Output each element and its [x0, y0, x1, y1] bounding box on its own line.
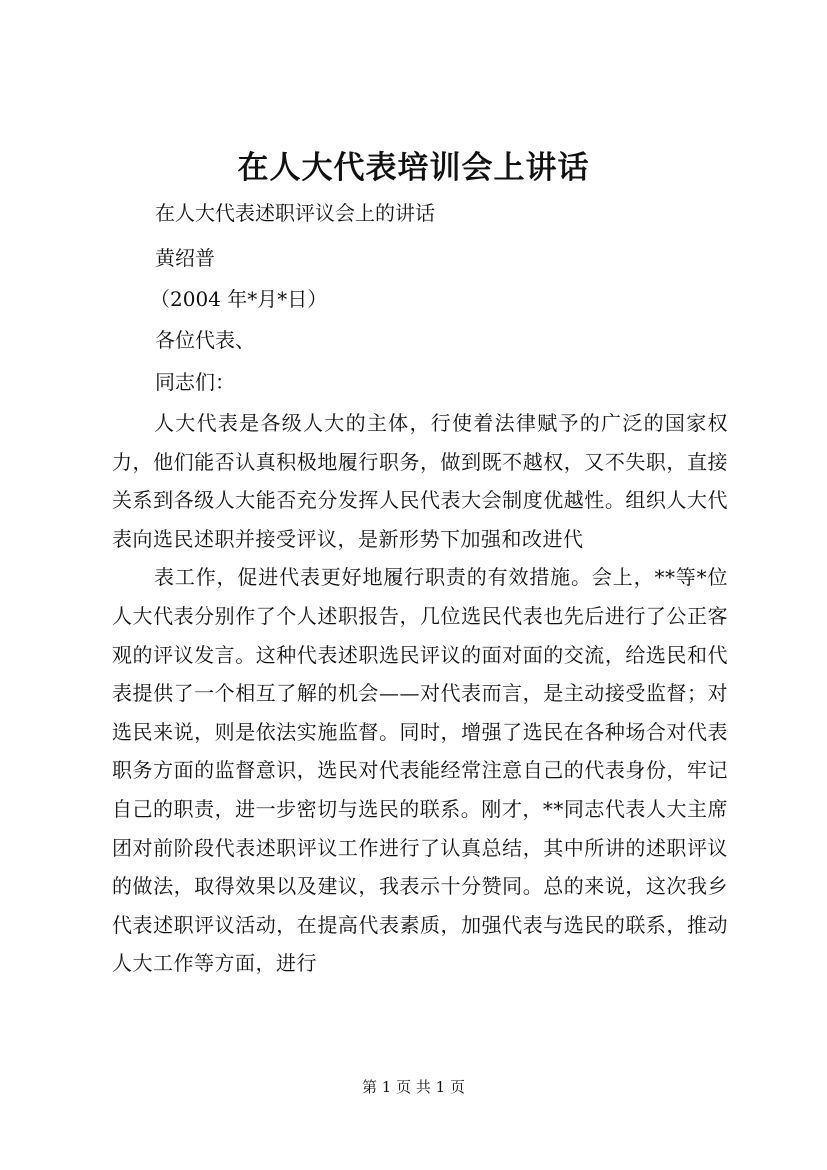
speech-paragraph: 人大代表是各级人大的主体，行使着法律赋予的广泛的国家权力，他们能否认真积极地履行职务，做到既不越权，又不失职，直接关系到各级人大能否充分发挥人民代表大会制度优越性。组织人大代表向选民述职并接受评议，是新形势下加强和改进代 — [112, 411, 728, 551]
speech-date: （2004 年*月*日） — [150, 287, 328, 311]
greeting-comrades: 同志们： — [155, 370, 235, 394]
author-name: 黄绍普 — [155, 246, 215, 270]
speech-body — [112, 404, 728, 983]
speech-subtitle: 在人大代表述职评议会上的讲话 — [155, 201, 435, 225]
greeting-delegates: 各位代表、 — [155, 328, 255, 352]
document-title: 在人大代表培训会上讲话 — [237, 150, 590, 186]
page-number: 第 1 页 共 1 页 — [362, 1078, 465, 1096]
speech-paragraph: 表工作，促进代表更好地履行职责的有效措施。会上，**等*位人大代表分别作了个人述职报告，几位选民代表也先后进行了公正客观的评议发言。这种代表述职选民评议的面对面的交流，给选民和代表提供了一个相互了解的机会——对代表而言，是主动接受监督；对选民来说，则是依法实施监督。同时，增强了选民在各种场合对代表职务方面的监督意识，选民对代表能经常注意自己的代表身份，牢记自己的职责，进一步密切与选民的联系。刚才，**同志代表人大主席团对前阶段代表述职评议工作进行了认真总结，其中所讲的述职评议的做法，取得效果以及建议，我表示十分赞同。总的来说，这次我乡代表述职评议活动，在提高代表素质，加强代表与选民的联系，推动人大工作等方面，进行 — [112, 565, 728, 976]
